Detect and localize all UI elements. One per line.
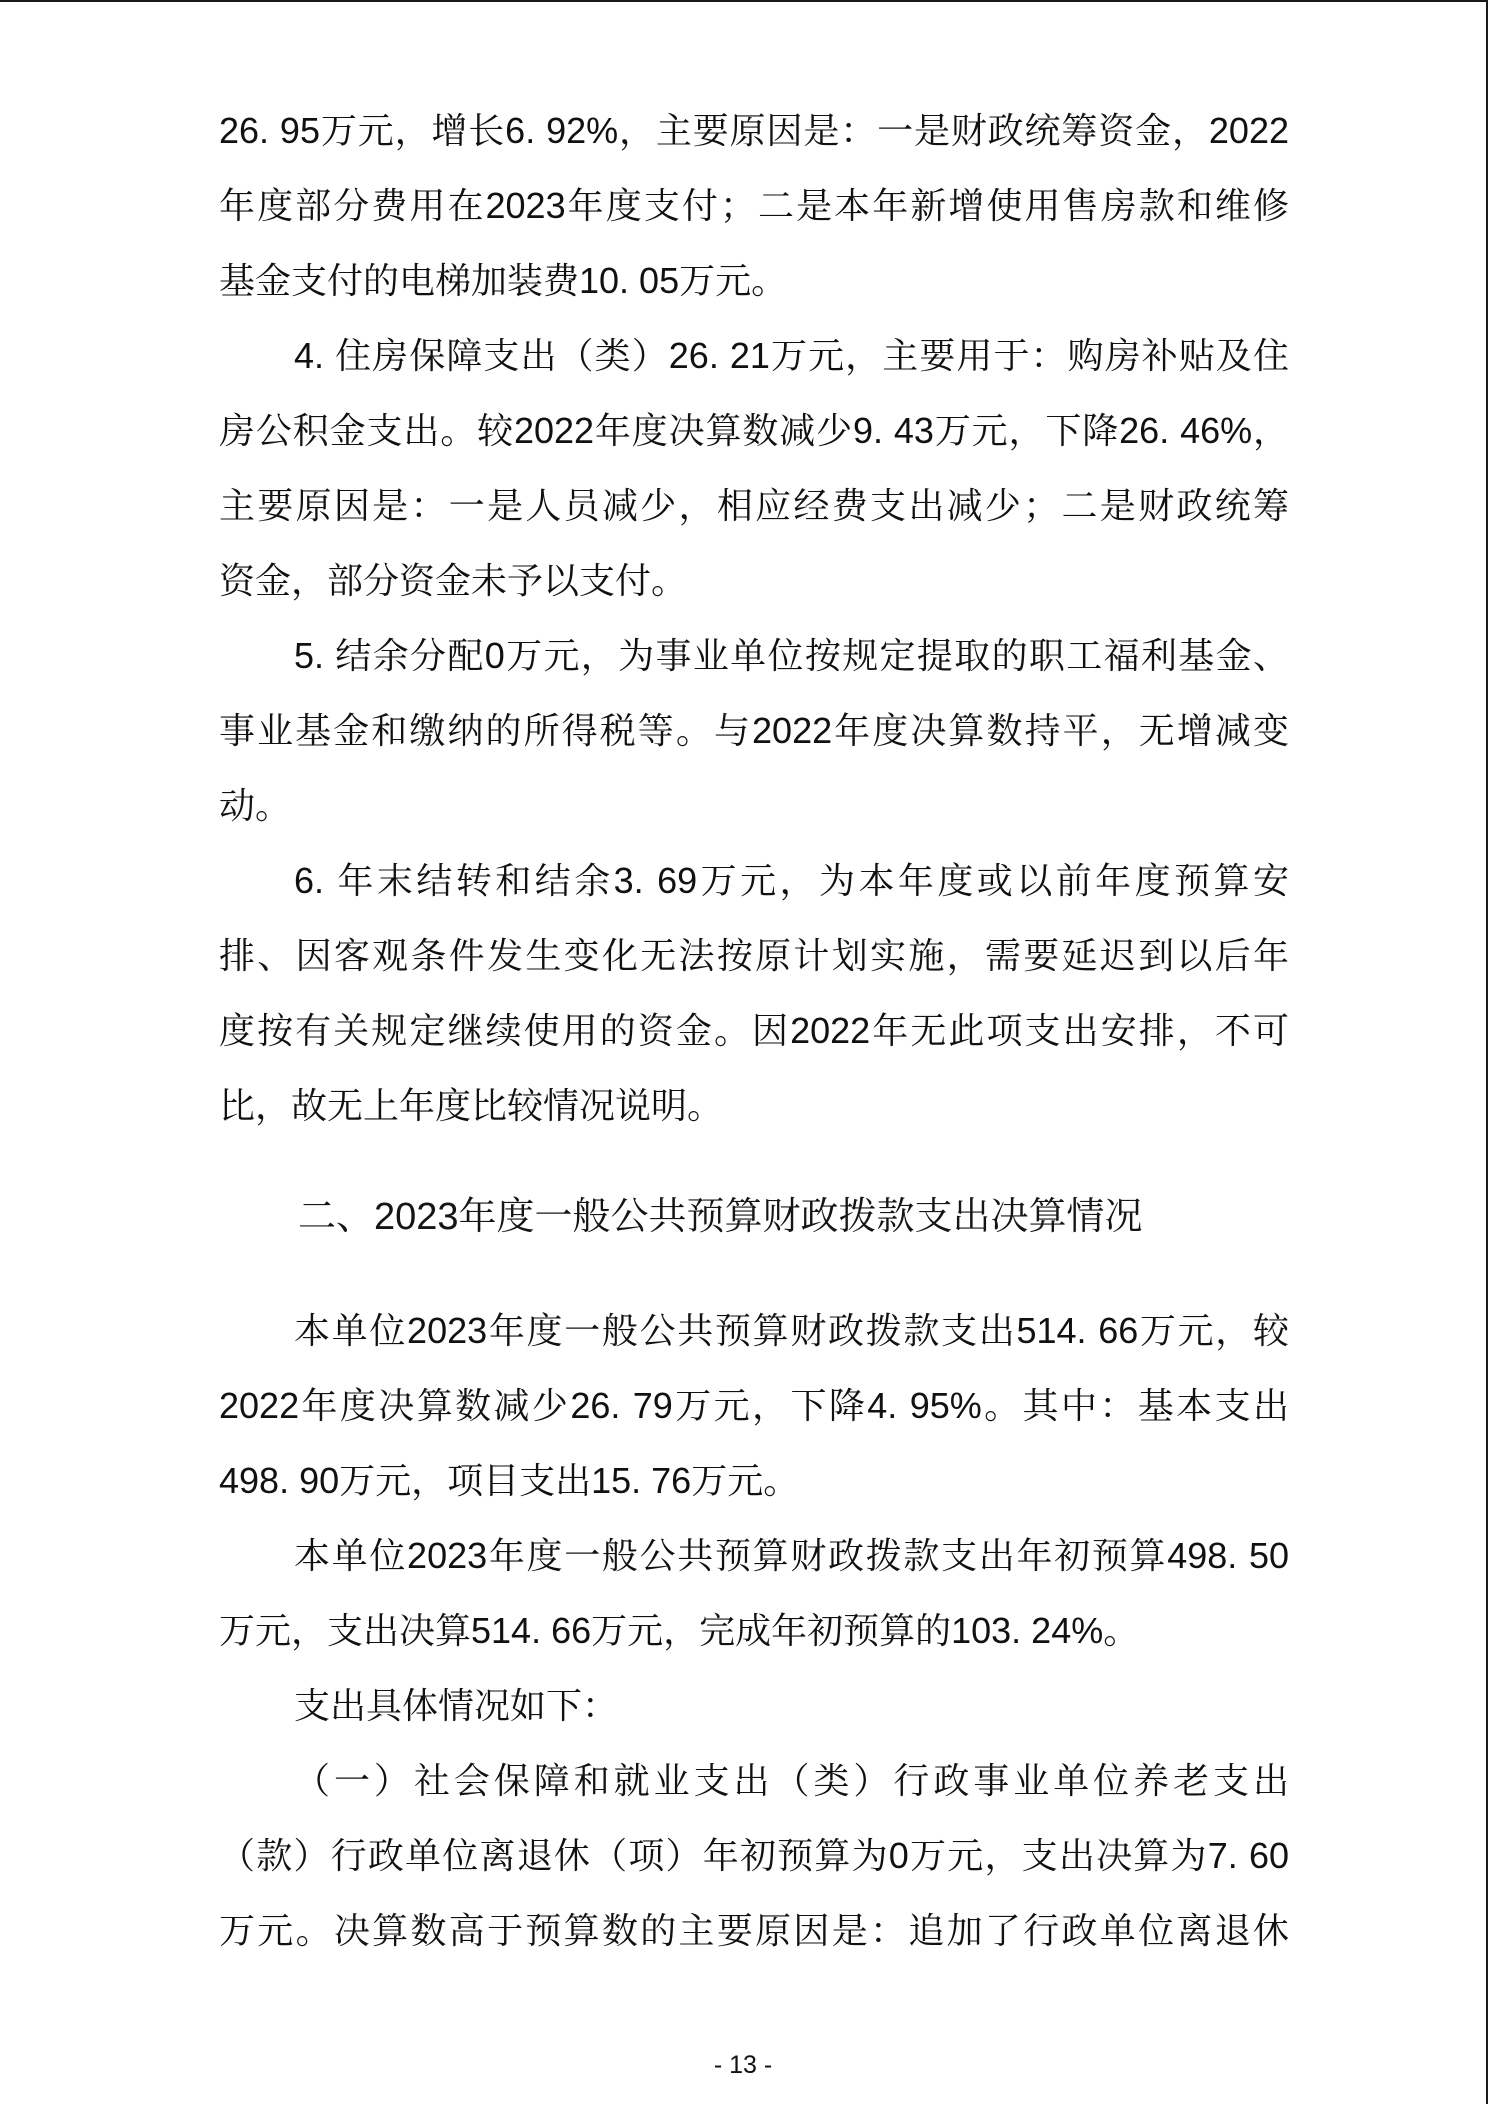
text-line: 26. 95万元，增长6. 92%，主要原因是：一是财政统筹资金，2022 [219,110,1289,151]
text-line: 万元。决算数高于预算数的主要原因是：追加了行政单位离退休 [219,1910,1289,1951]
paragraph-surplus-distribution [219,618,1289,843]
text-line: 本单位2023年度一般公共预算财政拨款支出514. 66万元，较 [294,1310,1289,1351]
text-line: 2022年度决算数减少26. 79万元，下降4. 95%。其中：基本支出 [219,1385,1289,1426]
paragraph-housing-security [219,318,1289,618]
text-line: 万元，支出决算514. 66万元，完成年初预算的103. 24%。 [219,1610,1140,1651]
paragraph-initial-budget [219,1518,1289,1668]
text-line: 本单位2023年度一般公共预算财政拨款支出年初预算498. 50 [294,1535,1289,1576]
text-line: 度按有关规定继续使用的资金。因2022年无此项支出安排，不可 [219,1010,1289,1051]
text-line: 比，故无上年度比较情况说明。 [219,1085,724,1126]
text-line: （一）社会保障和就业支出（类）行政事业单位养老支出 [294,1760,1289,1801]
page-number: - 13 - [713,2051,773,2079]
paragraph-general-budget-expenditure [219,1293,1289,1518]
text-line: 4. 住房保障支出（类）26. 21万元，主要用于：购房补贴及住 [294,335,1289,376]
text-line: （款）行政单位离退休（项）年初预算为0万元，支出决算为7. 60 [219,1835,1289,1876]
body-section-1 [219,93,1289,1143]
paragraph-social-security-item [219,1743,1289,1968]
text-line: 动。 [219,785,292,826]
section-heading: 二、2023年度一般公共预算财政拨款支出决算情况 [298,1196,1143,1238]
text-line: 498. 90万元，项目支出15. 76万元。 [219,1460,800,1501]
text-line: 基金支付的电梯加装费10. 05万元。 [219,260,788,301]
text-line: 年度部分费用在2023年度支付；二是本年新增使用售房款和维修 [219,185,1289,226]
paragraph-details-intro [219,1668,1289,1743]
text-line: 支出具体情况如下： [294,1685,619,1726]
text-line: 5. 结余分配0万元，为事业单位按规定提取的职工福利基金、 [294,635,1289,676]
text-line: 房公积金支出。较2022年度决算数减少9. 43万元，下降26. 46%， [219,410,1289,451]
text-line: 6. 年末结转和结余3. 69万元，为本年度或以前年度预算安 [294,860,1289,901]
text-line: 排、因客观条件发生变化无法按原计划实施，需要延迟到以后年 [219,935,1289,976]
paragraph-year-end-balance [219,843,1289,1143]
paragraph-housing-continuation [219,93,1289,318]
text-line: 主要原因是：一是人员减少，相应经费支出减少；二是财政统筹 [219,485,1289,526]
text-line: 事业基金和缴纳的所得税等。与2022年度决算数持平，无增减变 [219,710,1289,751]
text-line: 资金，部分资金未予以支付。 [219,560,688,601]
body-section-2 [219,1293,1289,1968]
